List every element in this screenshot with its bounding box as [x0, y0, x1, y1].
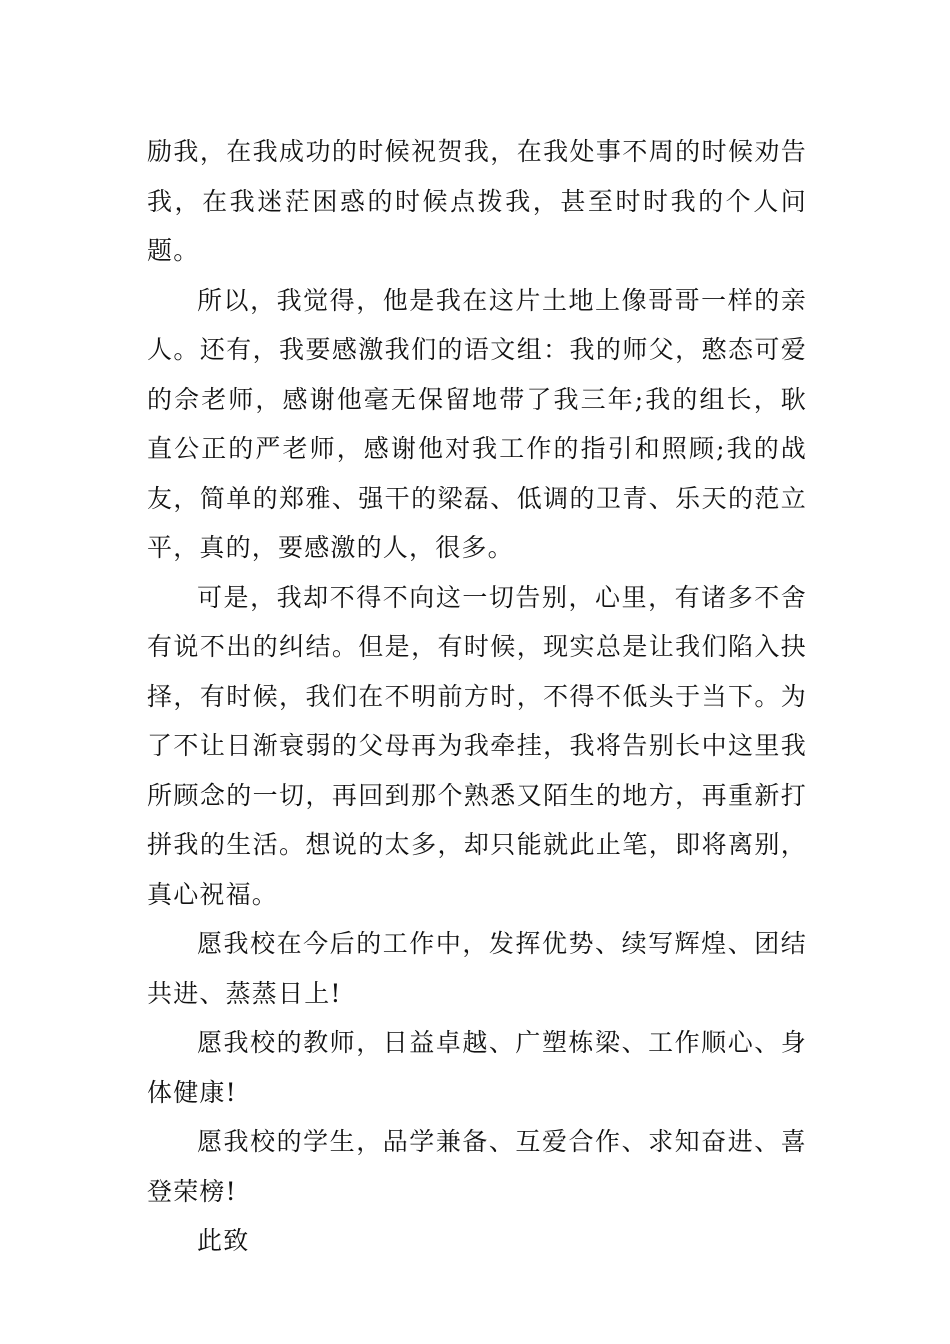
paragraph-continued: 励我，在我成功的时候祝贺我，在我处事不周的时候劝告我，在我迷茫困惑的时候点拨我，甚至时时我的个人问题。 [147, 137, 807, 265]
paragraph-wish-students: 愿我校的学生，品学兼备、互爱合作、求知奋进、喜登荣榜! [147, 1127, 807, 1206]
paragraph-brother: 所以，我觉得，他是我在这片土地上像哥哥一样的亲人。还有，我要感激我们的语文组：我的师父，憨态可爱的佘老师，感谢他毫无保留地带了我三年;我的组长，耿直公正的严老师，感谢他对我工作的指引和照顾;我的战友，简单的郑雅、强干的梁磊、低调的卫青、乐天的范立平，真的，要感激的人，很多。 [147, 285, 807, 562]
closing-salutation: 此致 [197, 1226, 250, 1255]
paragraph-farewell: 可是，我却不得不向这一切告别，心里，有诸多不舍有说不出的纠结。但是，有时候，现实总是让我们陷入抉择，有时候，我们在不明前方时，不得不低头于当下。为了不让日渐衰弱的父母再为我牵挂，我将告别长中这里我所顾念的一切，再回到那个熟悉又陌生的地方，再重新打拼我的生活。想说的太多，却只能就此止笔，即将离别，真心祝福。 [147, 582, 807, 909]
letter-body [147, 127, 807, 1266]
paragraph-wish-teachers: 愿我校的教师，日益卓越、广塑栋梁、工作顺心、身体健康! [147, 1028, 807, 1107]
paragraph-wish-school: 愿我校在今后的工作中，发挥优势、续写辉煌、团结共进、蒸蒸日上! [147, 929, 807, 1008]
